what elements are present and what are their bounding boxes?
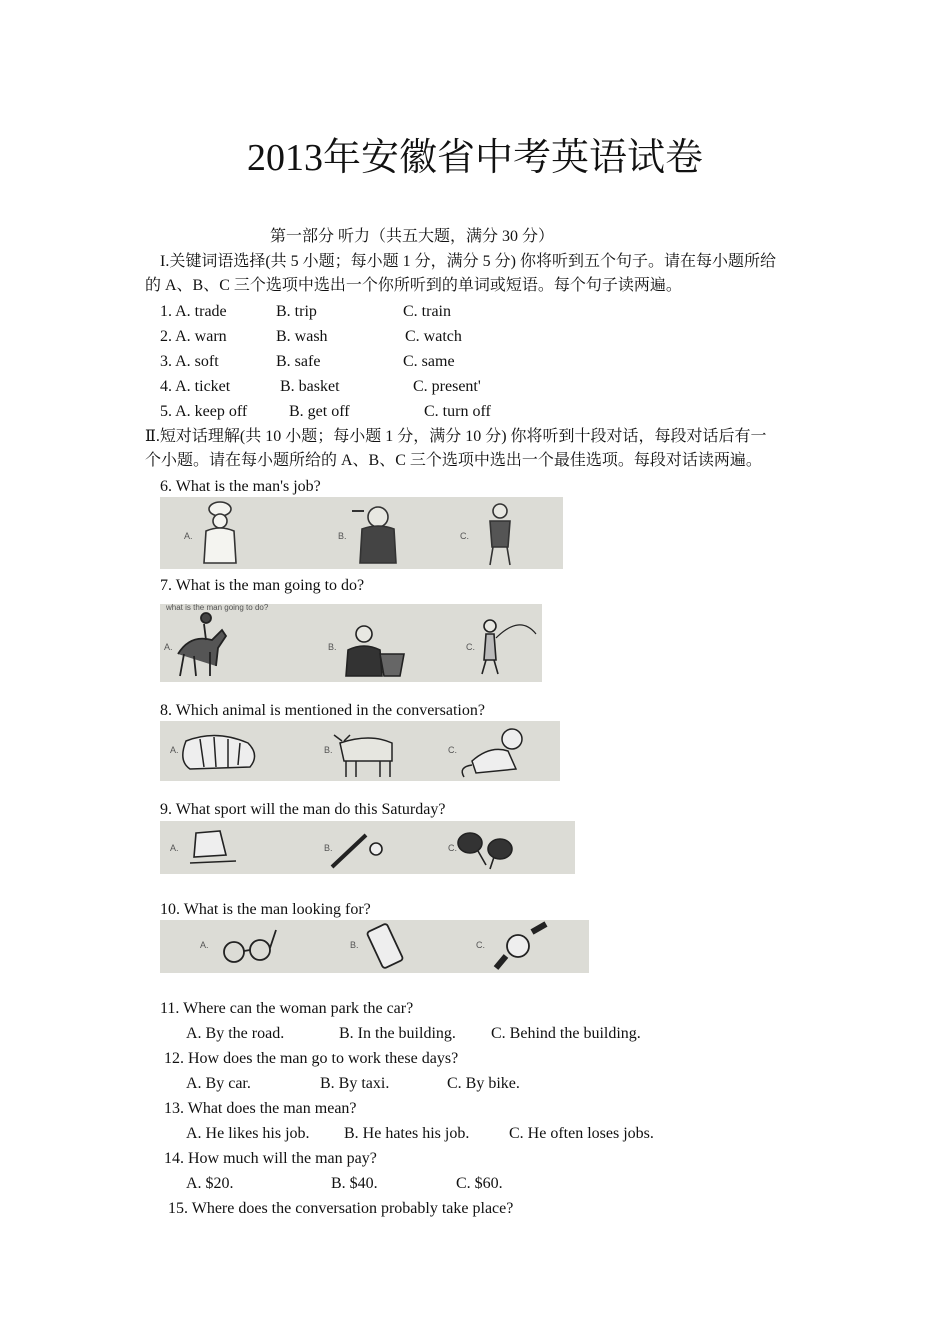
- businessman-icon: [490, 504, 510, 565]
- option-letter: C.: [448, 745, 457, 755]
- q5-option-b: B. get off: [289, 403, 350, 420]
- q5-option-c: C. turn off: [424, 403, 491, 420]
- part1-heading: 第一部分 听力（共五大题，满分 30 分）: [270, 228, 555, 245]
- q11-option-a: A. By the road.: [186, 1025, 285, 1042]
- q11-text: 11. Where can the woman park the car?: [160, 1000, 414, 1017]
- q4-option-b: B. basket: [280, 378, 340, 395]
- q6-picture: [160, 497, 563, 569]
- glasses-icon: [224, 930, 276, 962]
- q6-text: 6. What is the man's job?: [160, 478, 321, 495]
- page-title: 2013年安徽省中考英语试卷: [246, 137, 703, 179]
- q14-option-a: A. $20.: [186, 1175, 234, 1192]
- q13-option-b: B. He hates his job.: [344, 1125, 470, 1142]
- option-letter: B.: [350, 940, 359, 950]
- q1-option-b: B. trip: [276, 303, 317, 320]
- ice-skate-icon: [190, 831, 236, 863]
- option-letter: A.: [170, 843, 179, 853]
- bull-icon: [334, 735, 392, 777]
- q9-text: 9. What sport will the man do this Saturday?: [160, 801, 446, 818]
- q14-option-b: B. $40.: [331, 1175, 378, 1192]
- waiter-icon: [352, 507, 396, 563]
- q13-option-c: C. He often loses jobs.: [509, 1125, 654, 1142]
- option-letter: B.: [338, 531, 347, 541]
- q2-option-c: C. watch: [405, 328, 462, 345]
- q10-text: 10. What is the man looking for?: [160, 901, 371, 918]
- q10-picture: [160, 920, 589, 973]
- watch-icon: [496, 924, 546, 968]
- section1-intro-line1: I.关键词语选择(共 5 小题；每小题 1 分，满分 5 分) 你将听到五个句子。请在每小题所给: [160, 253, 776, 270]
- q12-option-b: B. By taxi.: [320, 1075, 390, 1092]
- tiger-icon: [183, 735, 255, 769]
- q12-option-c: C. By bike.: [447, 1075, 520, 1092]
- q2-option-b: B. wash: [276, 328, 328, 345]
- q4-option-a: 4. A. ticket: [160, 378, 231, 395]
- monkey-icon: [462, 729, 522, 777]
- q11-option-b: B. In the building.: [339, 1025, 456, 1042]
- chef-icon: [204, 502, 236, 563]
- q5-option-a: 5. A. keep off: [160, 403, 248, 420]
- horse-riding-icon: [178, 613, 226, 676]
- mobile-phone-icon: [367, 923, 404, 969]
- option-letter: B.: [324, 745, 333, 755]
- q3-option-c: C. same: [403, 353, 455, 370]
- option-letter: B.: [324, 843, 333, 853]
- q3-option-a: 3. A. soft: [160, 353, 219, 370]
- option-letter: A.: [164, 642, 173, 652]
- option-letter: B.: [328, 642, 337, 652]
- q12-text: 12. How does the man go to work these days?: [164, 1050, 459, 1067]
- ping-pong-paddle-icon: [458, 833, 512, 869]
- scan-header: what is the man going to do?: [166, 604, 269, 612]
- option-letter: C.: [466, 642, 475, 652]
- option-letter: C.: [460, 531, 469, 541]
- q8-picture: [160, 721, 560, 781]
- q8-text: 8. Which animal is mentioned in the conversation?: [160, 702, 485, 719]
- q1-option-a: 1. A. trade: [160, 303, 227, 320]
- q1-option-c: C. train: [403, 303, 451, 320]
- fishing-icon: [482, 620, 536, 674]
- q12-option-a: A. By car.: [186, 1075, 251, 1092]
- q4-option-c: C. present': [413, 378, 481, 395]
- q15-text: 15. Where does the conversation probably take place?: [168, 1200, 514, 1217]
- section2-intro-line1: Ⅱ.短对话理解(共 10 小题；每小题 1 分，满分 10 分) 你将听到十段对话，每段对话后有一: [145, 428, 767, 445]
- q14-option-c: C. $60.: [456, 1175, 503, 1192]
- q11-option-c: C. Behind the building.: [491, 1025, 641, 1042]
- q9-picture: [160, 821, 575, 874]
- option-letter: A.: [184, 531, 193, 541]
- q2-option-a: 2. A. warn: [160, 328, 227, 345]
- q7-text: 7. What is the man going to do?: [160, 577, 365, 594]
- option-letter: A.: [200, 940, 209, 950]
- q3-option-b: B. safe: [276, 353, 321, 370]
- option-letter: C.: [476, 940, 485, 950]
- section1-intro-line2: 的 A、B、C 三个选项中选出一个你所听到的单词或短语。每个句子读两遍。: [145, 277, 682, 294]
- q13-option-a: A. He likes his job.: [186, 1125, 310, 1142]
- speaker-podium-icon: [346, 626, 404, 676]
- q7-picture: [160, 604, 542, 682]
- section2-intro-line2: 个小题。请在每小题所给的 A、B、C 三个选项中选出一个最佳选项。每段对话读两遍。: [145, 452, 762, 469]
- option-letter: A.: [170, 745, 179, 755]
- option-letter: C.: [448, 843, 457, 853]
- baseball-bat-icon: [332, 835, 382, 867]
- q14-text: 14. How much will the man pay?: [164, 1150, 377, 1167]
- q13-text: 13. What does the man mean?: [164, 1100, 357, 1117]
